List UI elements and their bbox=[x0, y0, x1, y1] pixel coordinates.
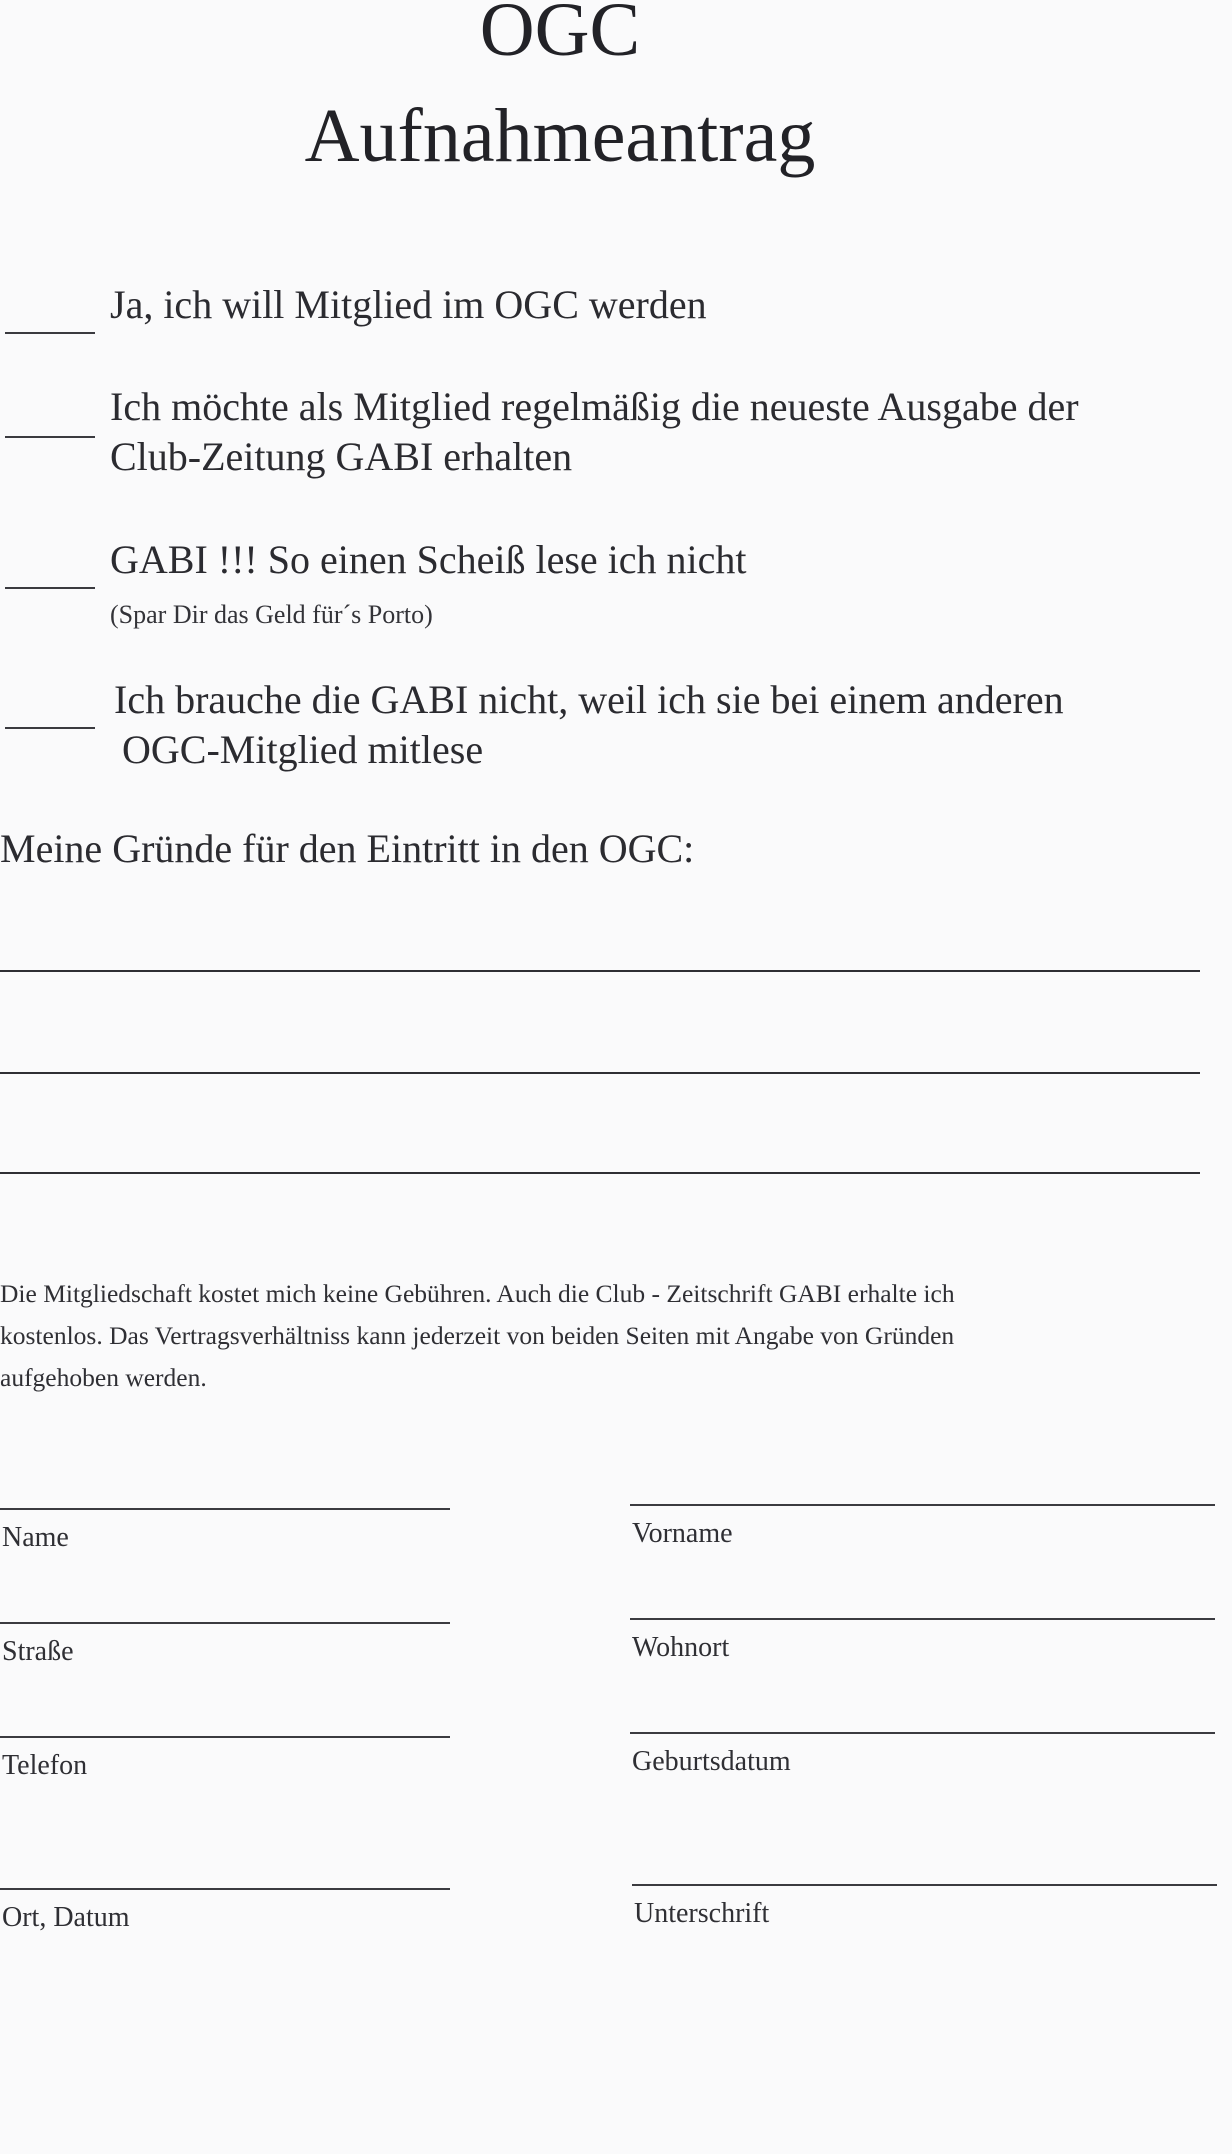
field-ort-datum-line[interactable] bbox=[0, 1888, 450, 1890]
field-geburtsdatum-label: Geburtsdatum bbox=[632, 1746, 791, 1777]
membership-notice-line-2: kostenlos. Das Vertragsverhältniss kann jederzeit von beiden Seiten mit Angabe von Gründen bbox=[0, 1321, 955, 1350]
field-wohnort-line[interactable] bbox=[630, 1618, 1215, 1620]
field-vorname-label: Vorname bbox=[632, 1518, 733, 1549]
field-unterschrift-label: Unterschrift bbox=[634, 1898, 770, 1929]
option-no-gabi-note: (Spar Dir das Geld für´s Porto) bbox=[110, 600, 433, 629]
field-name-label: Name bbox=[2, 1522, 69, 1553]
option-join-label: Ja, ich will Mitglied im OGC werden bbox=[110, 282, 707, 327]
option-read-elsewhere-label-line2: OGC-Mitglied mitlese bbox=[122, 727, 484, 772]
option-receive-gabi-label-line1: Ich möchte als Mitglied regelmäßig die neueste Ausgabe der bbox=[110, 384, 1079, 429]
field-geburtsdatum-line[interactable] bbox=[630, 1732, 1215, 1734]
reason-line-2[interactable] bbox=[0, 1072, 1200, 1074]
field-vorname-line[interactable] bbox=[630, 1504, 1215, 1506]
membership-notice bbox=[0, 1273, 1232, 1399]
reason-line-1[interactable] bbox=[0, 970, 1200, 972]
field-ort-datum-label: Ort, Datum bbox=[2, 1902, 130, 1933]
field-strasse-line[interactable] bbox=[0, 1622, 450, 1624]
field-unterschrift-line[interactable] bbox=[632, 1884, 1217, 1886]
option-receive-gabi-checkbox-blank[interactable] bbox=[5, 436, 95, 438]
option-no-gabi-label: GABI !!! So einen Scheiß lese ich nicht bbox=[110, 537, 747, 582]
form-title-aufnahmeantrag: Aufnahmeantrag bbox=[304, 94, 816, 178]
membership-notice-line-1: Die Mitgliedschaft kostet mich keine Gebühren. Auch die Club - Zeitschrift GABI erhalte ich bbox=[0, 1279, 955, 1308]
reasons-heading: Meine Gründe für den Eintritt in den OGC: bbox=[0, 826, 695, 871]
option-receive-gabi-label-line2: Club-Zeitung GABI erhalten bbox=[110, 434, 573, 479]
field-strasse-label: Straße bbox=[2, 1636, 74, 1667]
form-title-ogc: OGC bbox=[479, 0, 641, 72]
field-telefon-line[interactable] bbox=[0, 1736, 450, 1738]
field-telefon-label: Telefon bbox=[2, 1750, 88, 1781]
option-no-gabi-checkbox-blank[interactable] bbox=[5, 587, 95, 589]
reason-line-3[interactable] bbox=[0, 1172, 1200, 1174]
option-read-elsewhere-checkbox-blank[interactable] bbox=[5, 727, 95, 729]
option-read-elsewhere-label-line1: Ich brauche die GABI nicht, weil ich sie bei einem anderen bbox=[114, 677, 1064, 722]
field-wohnort-label: Wohnort bbox=[632, 1632, 730, 1663]
membership-notice-line-3: aufgehoben werden. bbox=[0, 1363, 207, 1392]
field-name-line[interactable] bbox=[0, 1508, 450, 1510]
option-join-checkbox-blank[interactable] bbox=[5, 332, 95, 334]
